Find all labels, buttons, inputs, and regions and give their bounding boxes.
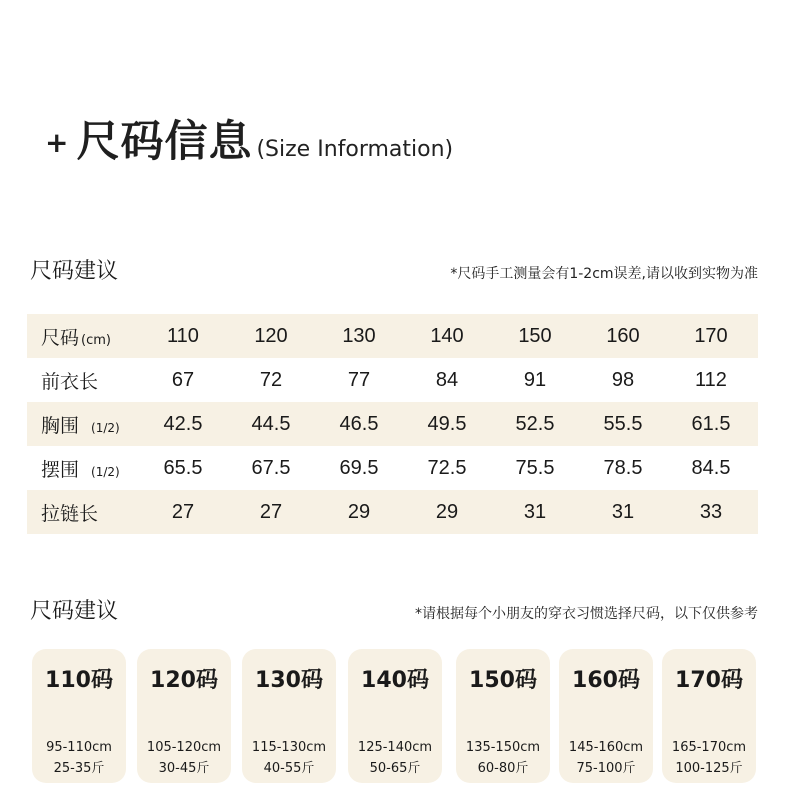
size-card-weight: 25-35斤 bbox=[53, 761, 105, 776]
page-title bbox=[45, 108, 453, 169]
size-card-label: 110码 bbox=[45, 668, 113, 693]
size-card bbox=[348, 649, 442, 783]
size-guide-heading: 尺码建议 bbox=[30, 599, 119, 624]
title-subtitle: (Size Information) bbox=[256, 137, 454, 162]
size-card-weight: 60-80斤 bbox=[477, 761, 529, 776]
table-cell: 72.5 bbox=[427, 456, 467, 479]
table-row-front-length bbox=[27, 358, 758, 402]
size-card-label: 130码 bbox=[255, 668, 323, 693]
table-cell: 46.5 bbox=[339, 412, 379, 435]
table-cell: 84.5 bbox=[691, 456, 731, 479]
size-card-label: 150码 bbox=[469, 668, 537, 693]
table-cell: 29 bbox=[347, 500, 371, 523]
table-cell: 120 bbox=[254, 324, 288, 347]
size-card-height: 145-160cm bbox=[568, 740, 644, 755]
size-card-label: 140码 bbox=[361, 668, 429, 693]
table-cell: 69.5 bbox=[339, 456, 379, 479]
table-cell: 44.5 bbox=[251, 412, 291, 435]
table-cell: 72 bbox=[259, 368, 283, 391]
table-cell: 31 bbox=[611, 500, 635, 523]
table-row-size bbox=[27, 314, 758, 358]
size-chart-note: *尺码手工测量会有1-2cm误差,请以收到实物为准 bbox=[450, 266, 758, 282]
table-cell: 29 bbox=[435, 500, 459, 523]
size-card bbox=[32, 649, 126, 783]
table-cell: 77 bbox=[347, 368, 371, 391]
table-row-chest bbox=[27, 402, 758, 446]
size-card-weight: 100-125斤 bbox=[675, 761, 743, 776]
size-chart-heading: 尺码建议 bbox=[30, 259, 119, 284]
size-card bbox=[242, 649, 336, 783]
size-card bbox=[662, 649, 756, 783]
size-card-height: 105-120cm bbox=[146, 740, 222, 755]
table-cell: 33 bbox=[699, 500, 723, 523]
table-cell: 31 bbox=[523, 500, 547, 523]
size-card-label: 120码 bbox=[150, 668, 218, 693]
size-card-height: 165-170cm bbox=[671, 740, 747, 755]
table-cell: 27 bbox=[171, 500, 195, 523]
size-card-label: 170码 bbox=[675, 668, 743, 693]
table-cell: 67 bbox=[171, 368, 195, 391]
size-card-height: 125-140cm bbox=[357, 740, 433, 755]
plus-icon: + bbox=[45, 126, 69, 159]
table-cell: 170 bbox=[694, 324, 728, 347]
table-cell: 52.5 bbox=[515, 412, 555, 435]
title-main: 尺码信息 bbox=[76, 117, 253, 167]
table-cell: 55.5 bbox=[603, 412, 643, 435]
table-cell: 67.5 bbox=[251, 456, 291, 479]
size-card bbox=[456, 649, 550, 783]
table-cell: 112 bbox=[695, 368, 727, 391]
size-card-weight: 30-45斤 bbox=[158, 761, 210, 776]
size-card bbox=[137, 649, 231, 783]
table-cell: 84 bbox=[435, 368, 459, 391]
table-cell: 130 bbox=[342, 324, 376, 347]
table-cell: 75.5 bbox=[515, 456, 555, 479]
row-label: 胸围 (1/2) bbox=[41, 414, 120, 437]
row-label: 前衣长 bbox=[41, 370, 99, 393]
table-cell: 150 bbox=[518, 324, 552, 347]
table-cell: 49.5 bbox=[427, 412, 467, 435]
table-cell: 91 bbox=[523, 368, 547, 391]
size-card-height: 95-110cm bbox=[46, 740, 112, 755]
table-cell: 61.5 bbox=[691, 412, 731, 435]
row-label: 摆围 (1/2) bbox=[41, 458, 120, 481]
size-card bbox=[559, 649, 653, 783]
table-row-hem bbox=[27, 446, 758, 490]
size-card-weight: 50-65斤 bbox=[369, 761, 421, 776]
table-cell: 110 bbox=[167, 324, 199, 347]
table-cell: 98 bbox=[611, 368, 635, 391]
row-label: 拉链长 bbox=[41, 502, 99, 525]
size-guide-cards bbox=[32, 649, 756, 783]
size-guide-note: *请根据每个小朋友的穿衣习惯选择尺码，以下仅供参考 bbox=[415, 606, 758, 622]
row-label: 尺码 (cm) bbox=[41, 326, 111, 349]
size-card-height: 115-130cm bbox=[251, 740, 327, 755]
table-cell: 160 bbox=[606, 324, 640, 347]
size-card-height: 135-150cm bbox=[465, 740, 541, 755]
table-cell: 140 bbox=[430, 324, 464, 347]
size-chart-table bbox=[27, 314, 758, 534]
table-cell: 42.5 bbox=[163, 412, 203, 435]
size-chart-header bbox=[30, 254, 758, 285]
size-card-label: 160码 bbox=[572, 668, 640, 693]
table-cell: 65.5 bbox=[163, 456, 203, 479]
size-card-weight: 40-55斤 bbox=[263, 761, 315, 776]
size-guide-header bbox=[30, 594, 758, 625]
table-cell: 27 bbox=[259, 500, 283, 523]
size-card-weight: 75-100斤 bbox=[576, 761, 636, 776]
table-row-zipper bbox=[27, 490, 758, 534]
table-cell: 78.5 bbox=[603, 456, 643, 479]
